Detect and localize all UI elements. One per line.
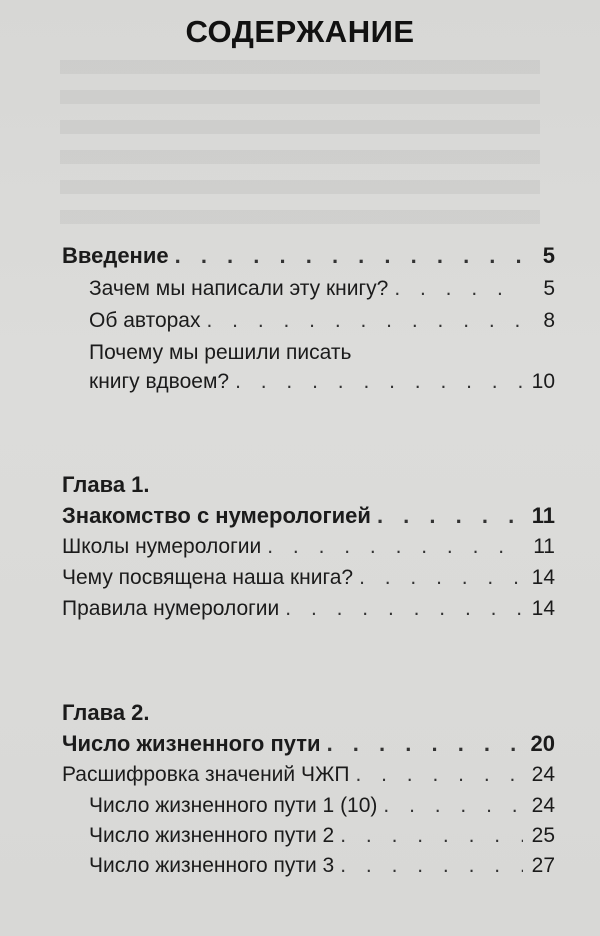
dot-leader xyxy=(340,853,523,879)
chapter-number: Глава 1. xyxy=(62,472,150,497)
toc-entry-label: Введение xyxy=(62,243,169,268)
toc-entry-intro[interactable] xyxy=(62,243,555,269)
toc-entry-label: Число жизненного пути 2 xyxy=(89,824,335,847)
dot-leader xyxy=(207,308,524,334)
toc-entry-label: Зачем мы написали эту книгу? xyxy=(89,277,389,300)
dot-leader xyxy=(327,731,523,757)
toc-entry[interactable] xyxy=(62,534,555,560)
chapter-number: Глава 2. xyxy=(62,700,150,725)
toc-entry-label: Расшифровка значений ЧЖП xyxy=(62,763,350,786)
toc-page-number: 24 xyxy=(531,763,555,786)
dot-leader xyxy=(267,534,523,560)
toc-entry-label: книгу вдвоем? xyxy=(89,370,230,393)
dot-leader xyxy=(235,369,523,395)
dot-leader xyxy=(383,793,523,819)
toc-entry[interactable] xyxy=(89,276,555,302)
toc-entry[interactable] xyxy=(62,596,555,622)
toc-entry-label: Знакомство с нумерологией xyxy=(62,503,371,528)
toc-entry-chapter1[interactable] xyxy=(62,503,555,529)
toc-entry-label: Об авторах xyxy=(89,309,201,332)
toc-entry[interactable] xyxy=(89,308,555,334)
toc-page-number: 27 xyxy=(531,854,555,877)
toc-entry-label: Число жизненного пути 3 xyxy=(89,854,335,877)
dot-leader xyxy=(175,243,523,269)
dot-leader xyxy=(359,565,523,591)
dot-leader xyxy=(340,823,523,849)
toc-page-number: 10 xyxy=(531,370,555,393)
toc-entry[interactable] xyxy=(89,853,555,879)
toc-entry[interactable] xyxy=(62,762,555,788)
dot-leader xyxy=(285,596,523,622)
toc-page-number: 20 xyxy=(530,731,555,756)
toc-entry-label: Правила нумерологии xyxy=(62,597,280,620)
dot-leader xyxy=(355,762,523,788)
dot-leader xyxy=(377,503,523,529)
toc-page-number: 14 xyxy=(531,597,555,620)
toc-page-number: 11 xyxy=(533,535,555,558)
toc-page-number: 11 xyxy=(531,503,555,528)
toc-entry[interactable] xyxy=(89,793,555,819)
toc-entry-chapter2[interactable] xyxy=(62,731,555,757)
toc-entry-label: Число жизненного пути xyxy=(62,731,321,756)
toc-entry-label: Чему посвящена наша книга? xyxy=(62,566,354,589)
toc-page-number: 5 xyxy=(542,243,555,268)
toc-page-number: 5 xyxy=(543,277,555,300)
toc-entry[interactable] xyxy=(62,565,555,591)
toc-entry[interactable] xyxy=(89,369,555,395)
toc-entry-label: Число жизненного пути 1 (10) xyxy=(89,794,378,817)
toc-page-number: 25 xyxy=(531,824,555,847)
page-title: СОДЕРЖАНИЕ xyxy=(185,14,415,49)
toc-entry-label-line1[interactable]: Почему мы решили писать xyxy=(89,341,352,364)
toc-page-number: 24 xyxy=(531,794,555,817)
toc-entry-label: Школы нумерологии xyxy=(62,535,262,558)
dot-leader xyxy=(394,276,523,302)
toc-page-number: 8 xyxy=(543,309,555,332)
toc-page-number: 14 xyxy=(531,566,555,589)
bleed-through-texture xyxy=(60,60,540,230)
toc-entry[interactable] xyxy=(89,823,555,849)
